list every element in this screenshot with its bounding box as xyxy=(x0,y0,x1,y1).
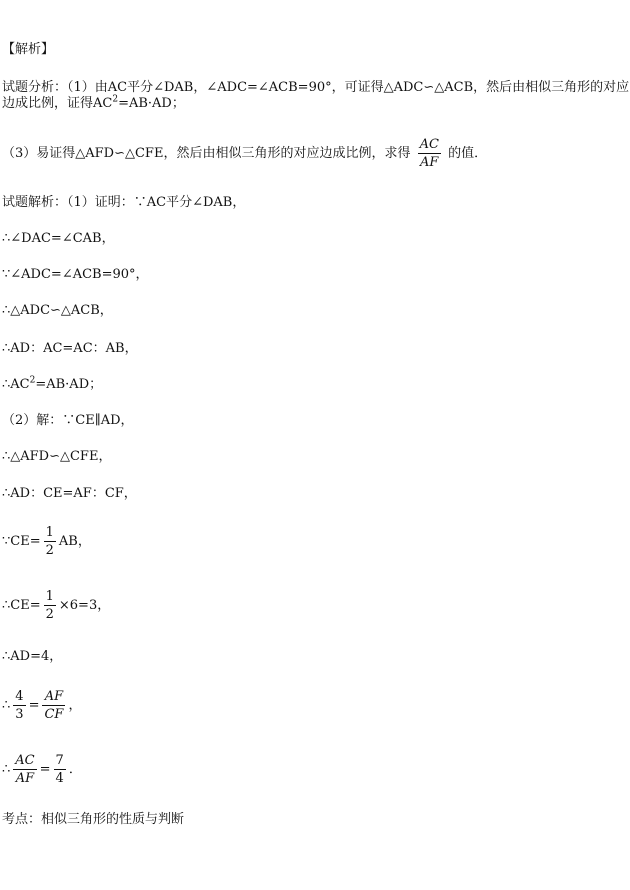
fraction-ac-af: $\frac{AC}{AF}$ xyxy=(419,137,439,170)
solution-line-7: （2）解：∵CE∥AD， xyxy=(2,413,134,428)
analysis-line-2: 边成比例，证得$AC^2=AB\cdot AD$； xyxy=(2,94,185,111)
solution-line-2: ∴∠DAC=∠CAB， xyxy=(2,231,115,246)
fraction-7-4: $\frac{7}{4}$ xyxy=(55,753,64,786)
analysis-line-3: （3）易证得△AFD∽△CFE，然后由相似三角形的对应边成比例，求得 $\frac{AC}{AF}$ 的值． xyxy=(2,137,488,170)
solution-line-12: ∴AD=4， xyxy=(2,649,63,664)
solution-line-13: ∴ $\frac{4}{3}$ = $\frac{AF}{CF}$ ， xyxy=(2,689,82,722)
fraction-one-half: $\frac{1}{2}$ xyxy=(45,589,54,622)
analysis-line-1: 试题分析：（1）由AC平分∠DAB，∠ADC=∠ACB=90°，可证得△ADC∽△ACB，然后由相似三角形的对应 xyxy=(2,80,630,95)
fraction-ac-af: $\frac{AC}{AF}$ xyxy=(15,753,35,786)
solution-line-14: ∴ $\frac{AC}{AF}$ = $\frac{7}{4}$ ． xyxy=(2,753,82,786)
solution-line-10: ∵CE= $\frac{1}{2}$ AB， xyxy=(2,525,91,558)
section-heading: 【解析】 xyxy=(2,42,55,57)
solution-line-11: ∴CE= $\frac{1}{2}$ ×6=3， xyxy=(2,589,111,622)
solution-line-9: ∴AD：CE=AF：CF， xyxy=(2,486,137,501)
fraction-4-3: $\frac{4}{3}$ xyxy=(15,689,24,722)
knowledge-point: 考点：相似三角形的性质与判断 xyxy=(2,812,185,827)
solution-line-6: $\therefore AC^2=AB\cdot AD$； xyxy=(2,375,103,392)
solution-line-8: ∴△AFD∽△CFE， xyxy=(2,449,112,464)
solution-line-1: 试题解析：（1）证明：∵AC平分∠DAB， xyxy=(2,195,246,210)
fraction-af-cf: $\frac{AF}{CF}$ xyxy=(44,689,64,722)
fraction-one-half: $\frac{1}{2}$ xyxy=(45,525,54,558)
solution-line-3: ∵∠ADC=∠ACB=90°， xyxy=(2,267,149,282)
solution-line-5: ∴AD：AC=AC：AB， xyxy=(2,341,138,356)
solution-line-4: ∴△ADC∽△ACB， xyxy=(2,303,113,318)
